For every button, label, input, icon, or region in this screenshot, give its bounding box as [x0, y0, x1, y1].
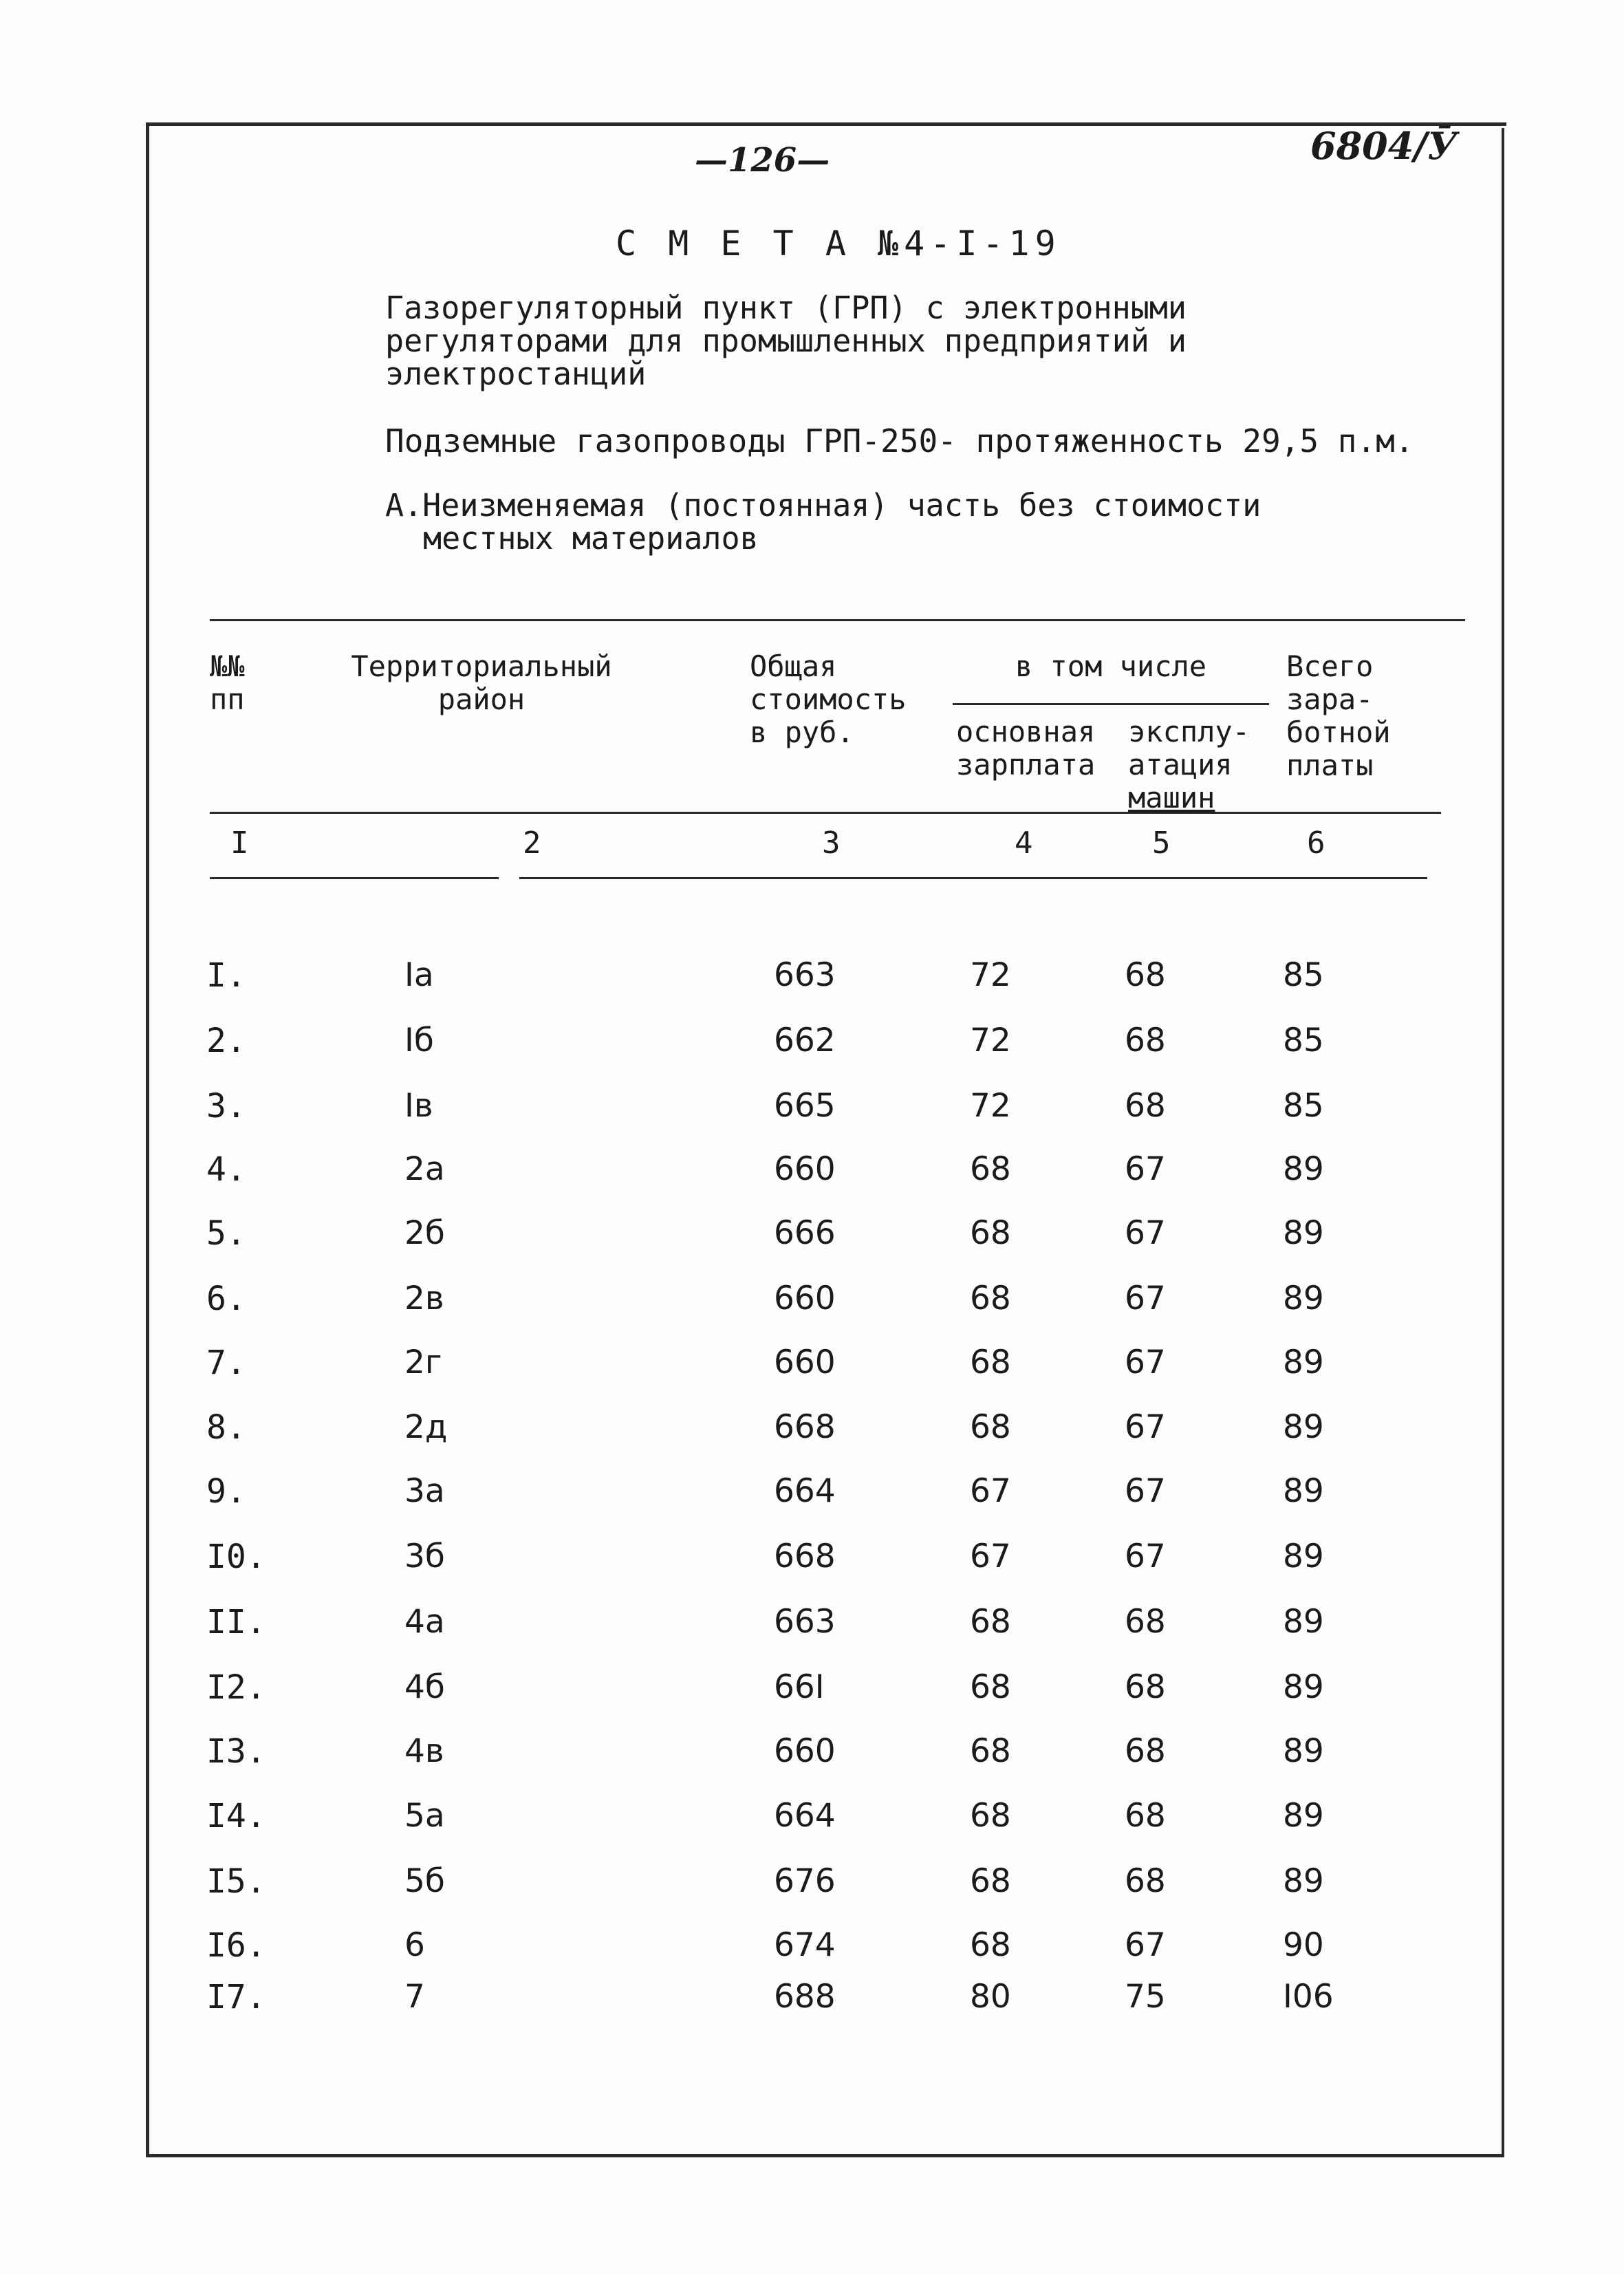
- total-wages-cell: 85: [1283, 1087, 1324, 1125]
- section-line-1: А.Неизменяемая (постоянная) часть без стоимости: [385, 487, 1262, 524]
- machine-operation-cell: 68: [1125, 1797, 1166, 1835]
- total-wages-cell: 89: [1283, 1668, 1324, 1706]
- region-cell: Iа: [404, 956, 434, 994]
- header-col2: Территориальный район: [351, 649, 612, 716]
- section-line-2: местных материалов: [423, 520, 759, 557]
- total-cost-cell: 664: [774, 1797, 836, 1835]
- header-bottom-rule: [210, 812, 1441, 814]
- frame-bottom-border: [146, 2154, 1504, 2157]
- column-number-3: 3: [822, 826, 841, 861]
- frame-left-border: [146, 124, 149, 2157]
- region-cell: 5а: [404, 1797, 445, 1835]
- row-number-cell: 4.: [206, 1150, 246, 1189]
- row-number-cell: 6.: [206, 1280, 246, 1318]
- machine-operation-cell: 68: [1125, 1087, 1166, 1125]
- region-cell: 4б: [404, 1668, 445, 1706]
- row-number-cell: I7.: [206, 1978, 266, 2016]
- total-wages-cell: 89: [1283, 1280, 1324, 1317]
- description-line-3: электростанций: [385, 356, 647, 392]
- total-cost-cell: 662: [774, 1022, 836, 1059]
- base-salary-cell: 67: [970, 1538, 1011, 1575]
- machine-operation-cell: 68: [1125, 1022, 1166, 1059]
- total-wages-cell: 89: [1283, 1344, 1324, 1381]
- base-salary-cell: 68: [970, 1214, 1011, 1252]
- header-col6: Всего зара- ботной платы: [1286, 649, 1391, 782]
- region-cell: 6: [404, 1926, 425, 1964]
- total-cost-cell: 674: [774, 1926, 836, 1964]
- region-cell: 2г: [404, 1344, 442, 1381]
- row-number-cell: 2.: [206, 1022, 246, 1060]
- sheet-code: 6804/Ӯ: [1310, 124, 1458, 168]
- region-cell: 4а: [404, 1603, 445, 1641]
- machine-operation-cell: 67: [1125, 1280, 1166, 1317]
- base-salary-cell: 68: [970, 1732, 1011, 1770]
- base-salary-cell: 68: [970, 1603, 1011, 1641]
- total-cost-cell: 676: [774, 1862, 836, 1900]
- row-number-cell: II.: [206, 1603, 266, 1641]
- total-cost-cell: 668: [774, 1538, 836, 1575]
- column-numbers-rule-left: [210, 877, 499, 879]
- total-cost-cell: 688: [774, 1978, 836, 2016]
- machine-operation-cell: 75: [1125, 1978, 1166, 2016]
- total-wages-cell: 85: [1283, 1022, 1324, 1059]
- base-salary-cell: 68: [970, 1344, 1011, 1381]
- total-wages-cell: 89: [1283, 1732, 1324, 1770]
- row-number-cell: I3.: [206, 1732, 266, 1771]
- total-wages-cell: 90: [1283, 1926, 1324, 1964]
- description-line-1: Газорегуляторный пункт (ГРП) с электронными: [385, 290, 1187, 326]
- group-header-rule: [953, 703, 1269, 705]
- machine-operation-cell: 67: [1125, 1344, 1166, 1381]
- subtitle: Подземные газопроводы ГРП-250- протяженность 29,5 п.м.: [385, 422, 1414, 460]
- document-title: С М Е Т А №4-I-19: [616, 224, 1061, 263]
- region-cell: 3а: [404, 1472, 445, 1510]
- page-number: —126—: [695, 141, 830, 180]
- column-number-6: 6: [1307, 826, 1325, 861]
- machine-operation-cell: 67: [1125, 1472, 1166, 1510]
- total-cost-cell: 660: [774, 1344, 836, 1381]
- region-cell: Iв: [404, 1087, 433, 1125]
- region-cell: Iб: [404, 1022, 434, 1059]
- machine-operation-cell: 67: [1125, 1150, 1166, 1188]
- total-wages-cell: 89: [1283, 1150, 1324, 1188]
- total-cost-cell: 660: [774, 1280, 836, 1317]
- machine-operation-cell: 68: [1125, 1862, 1166, 1900]
- total-cost-cell: 664: [774, 1472, 836, 1510]
- base-salary-cell: 72: [970, 1022, 1011, 1059]
- column-numbers-rule-right: [519, 877, 1427, 879]
- total-wages-cell: 89: [1283, 1538, 1324, 1575]
- row-number-cell: 5.: [206, 1214, 246, 1253]
- region-cell: 2а: [404, 1150, 445, 1188]
- region-cell: 7: [404, 1978, 425, 2016]
- total-wages-cell: 89: [1283, 1797, 1324, 1835]
- row-number-cell: I4.: [206, 1797, 266, 1835]
- row-number-cell: I6.: [206, 1926, 266, 1965]
- total-wages-cell: I06: [1283, 1978, 1334, 2016]
- total-wages-cell: 89: [1283, 1862, 1324, 1900]
- total-wages-cell: 89: [1283, 1214, 1324, 1252]
- total-wages-cell: 89: [1283, 1603, 1324, 1641]
- base-salary-cell: 68: [970, 1150, 1011, 1188]
- total-cost-cell: 660: [774, 1150, 836, 1188]
- machine-operation-cell: 68: [1125, 1668, 1166, 1706]
- header-group: в том числе: [1015, 649, 1207, 683]
- total-cost-cell: 663: [774, 1603, 836, 1641]
- machine-operation-cell: 67: [1125, 1538, 1166, 1575]
- base-salary-cell: 68: [970, 1408, 1011, 1446]
- table-top-rule: [210, 619, 1465, 621]
- column-number-5: 5: [1152, 826, 1171, 861]
- row-number-cell: I2.: [206, 1668, 266, 1707]
- region-cell: 2д: [404, 1408, 448, 1446]
- header-col4: основная зарплата: [956, 715, 1096, 781]
- machine-operation-cell: 67: [1125, 1408, 1166, 1446]
- region-cell: 4в: [404, 1732, 444, 1770]
- machine-operation-cell: 68: [1125, 1603, 1166, 1641]
- machine-operation-cell: 68: [1125, 1732, 1166, 1770]
- region-cell: 5б: [404, 1862, 445, 1900]
- base-salary-cell: 68: [970, 1862, 1011, 1900]
- base-salary-cell: 68: [970, 1280, 1011, 1317]
- base-salary-cell: 72: [970, 956, 1011, 994]
- region-cell: 2в: [404, 1280, 444, 1317]
- header-col1: №№ пп: [210, 649, 245, 716]
- column-number-1: I: [230, 826, 249, 861]
- total-cost-cell: 666: [774, 1214, 836, 1252]
- base-salary-cell: 80: [970, 1978, 1011, 2016]
- frame-right-border: [1502, 128, 1504, 2157]
- total-wages-cell: 89: [1283, 1408, 1324, 1446]
- machine-operation-cell: 67: [1125, 1926, 1166, 1964]
- base-salary-cell: 68: [970, 1797, 1011, 1835]
- base-salary-cell: 67: [970, 1472, 1011, 1510]
- base-salary-cell: 72: [970, 1087, 1011, 1125]
- row-number-cell: I0.: [206, 1538, 266, 1576]
- total-cost-cell: 66I: [774, 1668, 825, 1706]
- column-number-2: 2: [523, 826, 541, 861]
- header-col3: Общая стоимость в руб.: [750, 649, 907, 749]
- region-cell: 3б: [404, 1538, 445, 1575]
- row-number-cell: 7.: [206, 1344, 246, 1382]
- row-number-cell: 9.: [206, 1472, 246, 1511]
- total-cost-cell: 663: [774, 956, 836, 994]
- row-number-cell: I5.: [206, 1862, 266, 1901]
- row-number-cell: 3.: [206, 1087, 246, 1125]
- total-cost-cell: 668: [774, 1408, 836, 1446]
- region-cell: 2б: [404, 1214, 445, 1252]
- total-wages-cell: 89: [1283, 1472, 1324, 1510]
- description-line-2: регуляторами для промышленных предприятий и: [385, 323, 1187, 359]
- column-number-4: 4: [1015, 826, 1033, 861]
- header-col5: эксплу- атация машин: [1128, 715, 1251, 815]
- base-salary-cell: 68: [970, 1926, 1011, 1964]
- total-wages-cell: 85: [1283, 956, 1324, 994]
- machine-operation-cell: 68: [1125, 956, 1166, 994]
- row-number-cell: I.: [206, 956, 246, 995]
- total-cost-cell: 660: [774, 1732, 836, 1770]
- row-number-cell: 8.: [206, 1408, 246, 1447]
- total-cost-cell: 665: [774, 1087, 836, 1125]
- machine-operation-cell: 67: [1125, 1214, 1166, 1252]
- base-salary-cell: 68: [970, 1668, 1011, 1706]
- frame-top-border: [146, 122, 1506, 126]
